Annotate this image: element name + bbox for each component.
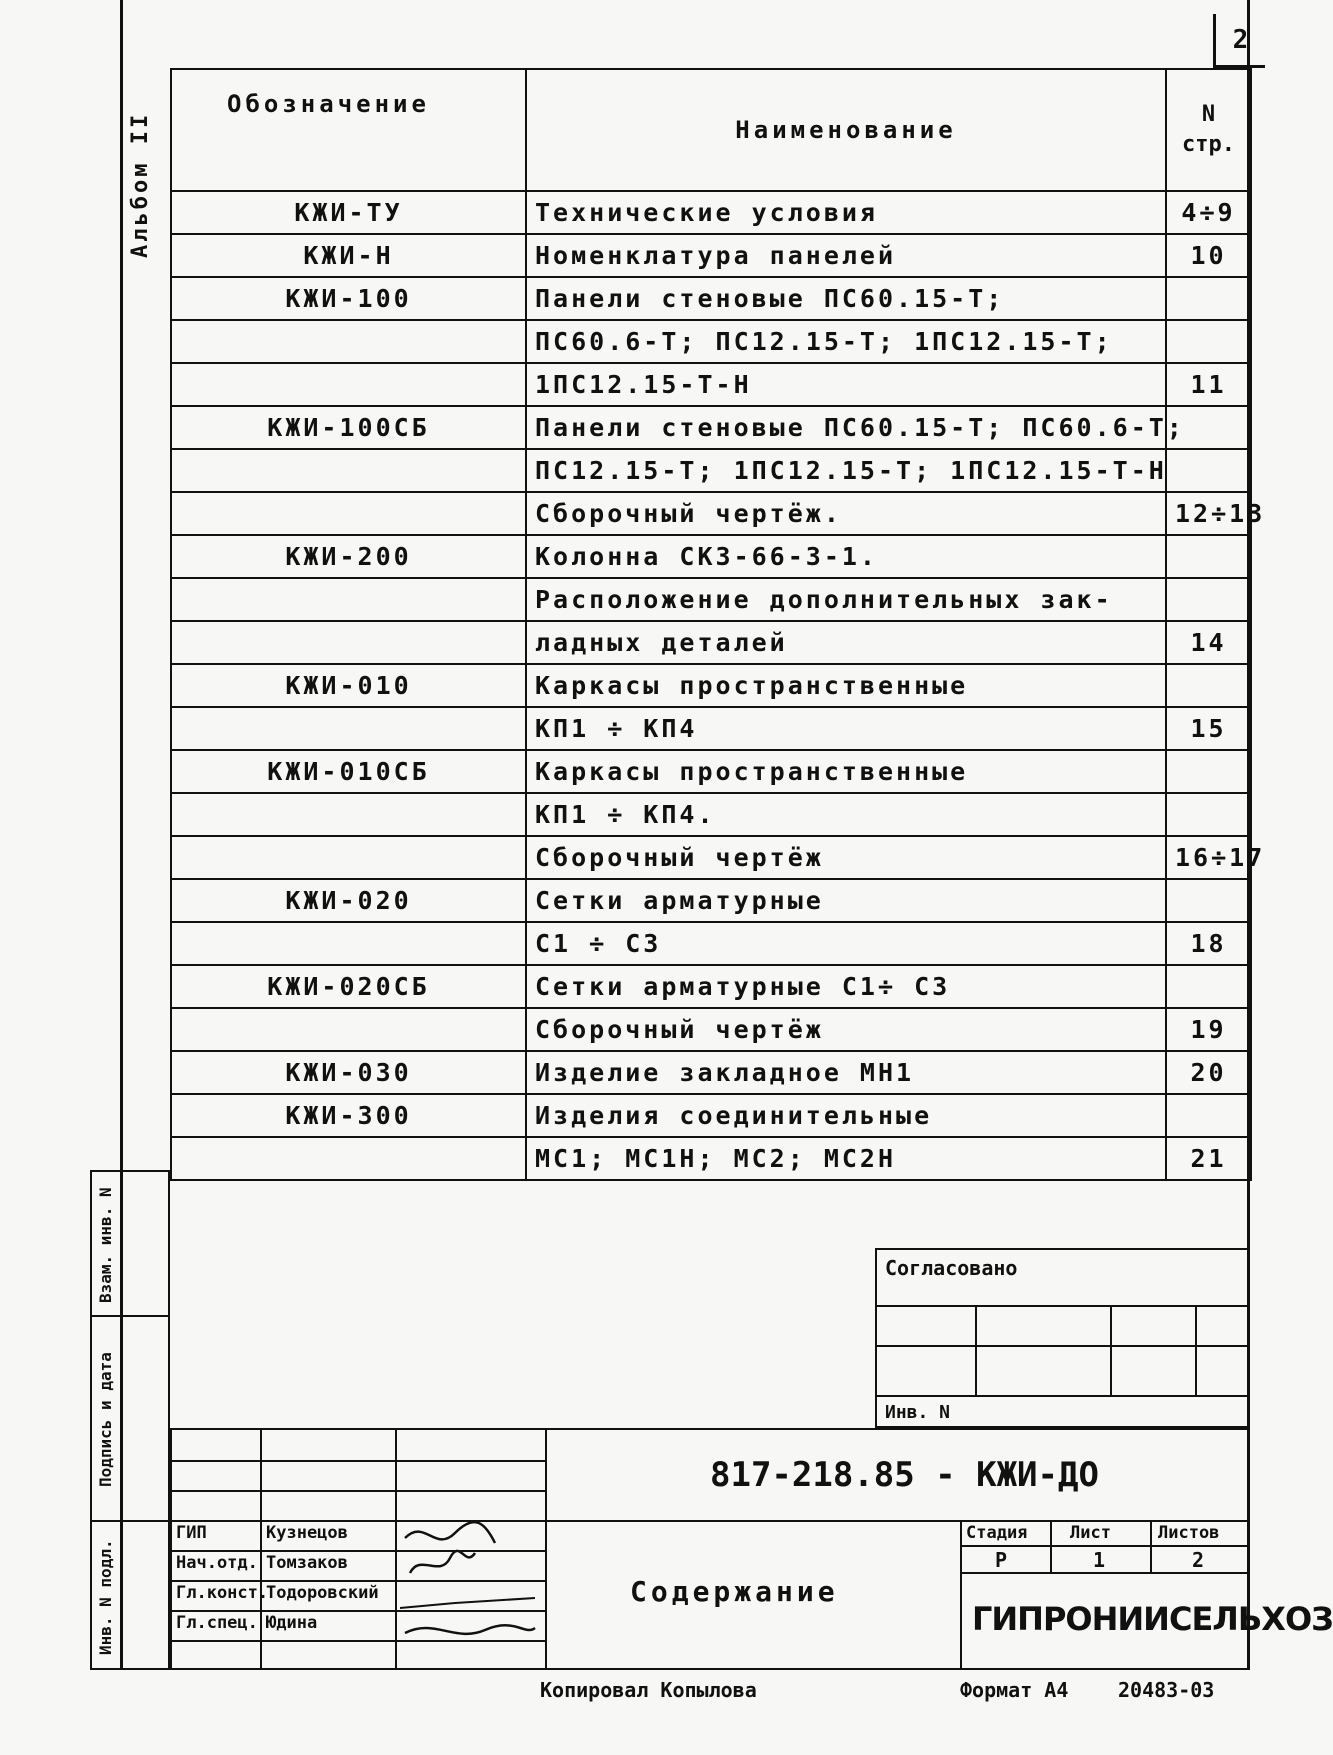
table-row xyxy=(171,793,1251,836)
doc-code: 817-218.85 - КЖИ-ДО xyxy=(710,1455,1099,1495)
row-page xyxy=(1166,664,1251,707)
row-page xyxy=(1166,750,1251,793)
sheets-value: 2 xyxy=(1192,1548,1205,1572)
row-page: 19 xyxy=(1166,1008,1251,1051)
row-page xyxy=(1166,277,1251,320)
table-row xyxy=(171,621,1251,664)
table-row xyxy=(171,922,1251,965)
agreed-label: Согласовано xyxy=(885,1256,1018,1280)
row-name: ладных деталей xyxy=(526,621,1166,664)
footer-copied: Копировал Копылова xyxy=(540,1678,757,1702)
row-code xyxy=(171,793,526,836)
side-stamp-divider xyxy=(120,1170,122,1670)
row-code xyxy=(171,836,526,879)
staff-role: Гл.спец. xyxy=(176,1613,258,1633)
tb-hline-1 xyxy=(170,1460,545,1462)
row-code xyxy=(171,707,526,750)
table-header xyxy=(171,69,1251,191)
row-code: КЖИ-300 xyxy=(171,1094,526,1137)
table-row xyxy=(171,406,1251,449)
row-code: КЖИ-Н xyxy=(171,234,526,277)
tb-hline-stage-2 xyxy=(960,1572,1250,1574)
tb-vline-stage-2 xyxy=(1150,1520,1152,1572)
row-code xyxy=(171,621,526,664)
side-replace-inv: Взам. инв. N xyxy=(96,1187,115,1303)
row-code: КЖИ-010СБ xyxy=(171,750,526,793)
row-code xyxy=(171,363,526,406)
row-name: КП1 ÷ КП4. xyxy=(526,793,1166,836)
row-name: Панели стеновые ПС60.15-Т; xyxy=(526,277,1166,320)
row-code: КЖИ-100 xyxy=(171,277,526,320)
agreement-line-2 xyxy=(875,1345,1250,1347)
staff-role: ГИП xyxy=(176,1523,207,1543)
row-page: 16÷17 xyxy=(1166,836,1251,879)
side-stamp-line-2 xyxy=(90,1520,170,1522)
signatures xyxy=(395,1518,545,1648)
row-page xyxy=(1166,879,1251,922)
row-name: Изделие закладное МН1 xyxy=(526,1051,1166,1094)
footer-number: 20483-03 xyxy=(1118,1678,1215,1702)
agreement-line-1 xyxy=(875,1305,1250,1307)
row-page xyxy=(1166,1094,1251,1137)
row-page: 20 xyxy=(1166,1051,1251,1094)
tb-vline-role xyxy=(260,1428,262,1670)
row-page xyxy=(1166,449,1251,492)
header-pages xyxy=(1166,69,1251,191)
table-row xyxy=(171,363,1251,406)
row-page: 4÷9 xyxy=(1166,191,1251,234)
tb-vline-right xyxy=(960,1520,962,1670)
row-name: Номенклатура панелей xyxy=(526,234,1166,277)
sheet-label: Лист xyxy=(1070,1523,1111,1543)
inv-no-label: Инв. N xyxy=(885,1402,951,1423)
table-row xyxy=(171,535,1251,578)
tb-hline-stage-1 xyxy=(960,1545,1250,1547)
row-name: Сетки арматурные xyxy=(526,879,1166,922)
staff-name: Тодоровский xyxy=(266,1583,379,1603)
sheet-value: 1 xyxy=(1093,1548,1106,1572)
row-name: Изделия соединительные xyxy=(526,1094,1166,1137)
row-code: КЖИ-010 xyxy=(171,664,526,707)
row-page xyxy=(1166,965,1251,1008)
row-name: ПС60.6-Т; ПС12.15-Т; 1ПС12.15-Т; xyxy=(526,320,1166,363)
row-name: Сборочный чертёж xyxy=(526,836,1166,879)
table-row xyxy=(171,707,1251,750)
sheets-label: Листов xyxy=(1158,1523,1220,1543)
row-code xyxy=(171,922,526,965)
table-row xyxy=(171,234,1251,277)
row-code: КЖИ-020СБ xyxy=(171,965,526,1008)
row-page: 11 xyxy=(1166,363,1251,406)
table-row xyxy=(171,277,1251,320)
tb-hline-code xyxy=(545,1520,1250,1522)
table-row xyxy=(171,578,1251,621)
row-page: 14 xyxy=(1166,621,1251,664)
row-page: 21 xyxy=(1166,1137,1251,1180)
table-row xyxy=(171,1094,1251,1137)
agreement-vline-1 xyxy=(975,1305,977,1395)
agreement-vline-2 xyxy=(1110,1305,1112,1395)
staff-role: Гл.конст. xyxy=(176,1583,269,1603)
doc-title: Содержание xyxy=(630,1575,839,1608)
staff-name: Юдина xyxy=(266,1613,318,1633)
row-name: Сборочный чертёж. xyxy=(526,492,1166,535)
tb-hline-2 xyxy=(170,1490,545,1492)
table-row xyxy=(171,191,1251,234)
row-code: КЖИ-020 xyxy=(171,879,526,922)
row-name: Технические условия xyxy=(526,191,1166,234)
stage-label: Стадия xyxy=(966,1523,1028,1543)
header-pages-n: N xyxy=(1201,102,1216,127)
row-page: 12÷13 xyxy=(1166,492,1251,535)
header-designation: Обозначение xyxy=(171,69,526,191)
side-sign-date: Подпись и дата xyxy=(96,1352,115,1488)
table-row xyxy=(171,836,1251,879)
row-name: Сборочный чертёж xyxy=(526,1008,1166,1051)
table-row xyxy=(171,1137,1251,1180)
contents-table xyxy=(170,68,1266,1181)
row-name: КП1 ÷ КП4 xyxy=(526,707,1166,750)
row-name: Расположение дополнительных зак- xyxy=(526,578,1166,621)
row-code: КЖИ-200 xyxy=(171,535,526,578)
staff-name: Кузнецов xyxy=(266,1523,348,1543)
row-code xyxy=(171,1008,526,1051)
row-code xyxy=(171,320,526,363)
footer-format: Формат А4 xyxy=(960,1678,1069,1702)
album-label: Альбом II xyxy=(128,111,153,259)
staff-name: Томзаков xyxy=(266,1553,348,1573)
row-code xyxy=(171,1137,526,1180)
row-code xyxy=(171,578,526,621)
stage-value: Р xyxy=(995,1548,1008,1572)
table-row xyxy=(171,1051,1251,1094)
row-page: 10 xyxy=(1166,234,1251,277)
row-name: Панели стеновые ПС60.15-Т; ПС60.6-Т; xyxy=(526,406,1166,449)
table-row xyxy=(171,320,1251,363)
header-name: Наименование xyxy=(526,69,1166,191)
table-row xyxy=(171,1008,1251,1051)
row-name: МС1; МС1Н; МС2; МС2Н xyxy=(526,1137,1166,1180)
organization: ГИПРОНИИСЕЛЬХОЗ xyxy=(972,1600,1333,1638)
agreement-vline-3 xyxy=(1195,1305,1197,1395)
row-page xyxy=(1166,535,1251,578)
row-code xyxy=(171,449,526,492)
row-page xyxy=(1166,320,1251,363)
row-code: КЖИ-ТУ xyxy=(171,191,526,234)
row-name: 1ПС12.15-Т-Н xyxy=(526,363,1166,406)
table-row xyxy=(171,965,1251,1008)
header-pages-str: стр. xyxy=(1182,132,1235,157)
tb-vline-main xyxy=(545,1428,547,1670)
agreement-line-3 xyxy=(875,1395,1250,1397)
row-name: Каркасы пространственные xyxy=(526,750,1166,793)
row-page: 15 xyxy=(1166,707,1251,750)
row-name: Колонна СК3-66-3-1. xyxy=(526,535,1166,578)
row-page: 18 xyxy=(1166,922,1251,965)
page-number: 2 xyxy=(1213,14,1265,68)
row-code: КЖИ-030 xyxy=(171,1051,526,1094)
row-page xyxy=(1166,578,1251,621)
tb-vline-stage-1 xyxy=(1050,1520,1052,1572)
row-page xyxy=(1166,793,1251,836)
row-name: Сетки арматурные С1÷ С3 xyxy=(526,965,1166,1008)
side-stamp-line-1 xyxy=(90,1315,170,1317)
table-row xyxy=(171,449,1251,492)
row-name: ПС12.15-Т; 1ПС12.15-Т; 1ПС12.15-Т-Н xyxy=(526,449,1166,492)
table-row xyxy=(171,664,1251,707)
side-inv-orig: Инв. N подл. xyxy=(96,1539,115,1656)
table-row xyxy=(171,492,1251,535)
row-code: КЖИ-100СБ xyxy=(171,406,526,449)
row-code xyxy=(171,492,526,535)
table-row xyxy=(171,879,1251,922)
staff-role: Нач.отд. xyxy=(176,1553,258,1573)
row-name: С1 ÷ С3 xyxy=(526,922,1166,965)
table-row xyxy=(171,750,1251,793)
row-name: Каркасы пространственные xyxy=(526,664,1166,707)
